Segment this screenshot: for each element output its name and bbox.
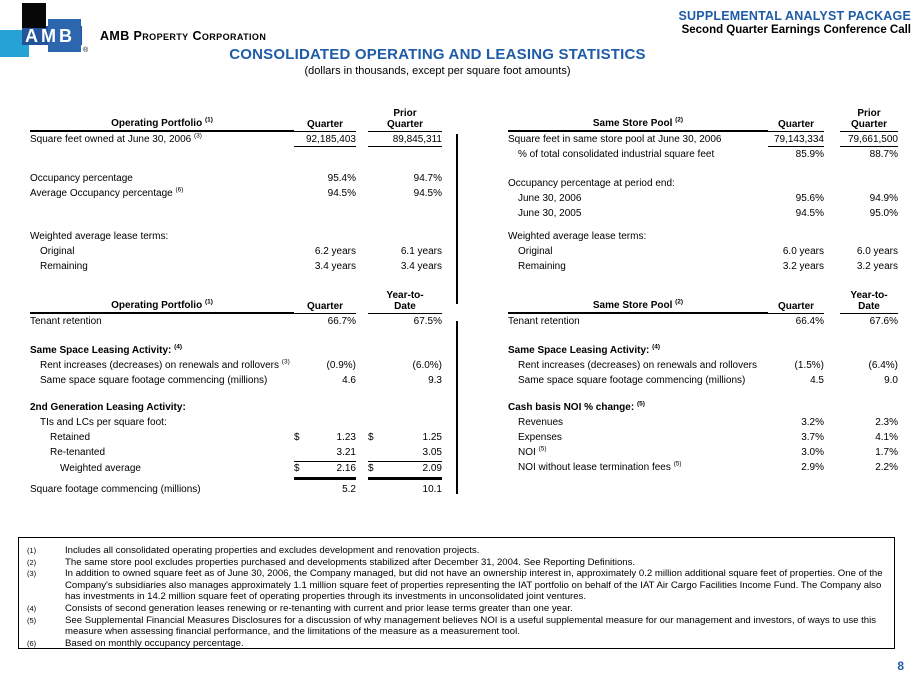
- footnote-text: The same store pool excludes properties purchased and developments stabilized after December 31, 2004. See Reporting Definitions.: [65, 556, 636, 568]
- value-number: 95.4%: [327, 173, 356, 184]
- same-store-pool-table: [508, 108, 898, 475]
- footnote-reference: (1): [204, 116, 213, 124]
- table-title-cell: Operating Portfolio $^{(1)}$: [30, 300, 294, 314]
- second-period-value: [840, 416, 898, 429]
- table-row: [508, 446, 898, 460]
- operating-portfolio-section-2: [30, 290, 442, 497]
- second-period-value: [840, 192, 898, 205]
- value-number: 67.6%: [869, 316, 898, 327]
- quarter-value: [294, 260, 356, 273]
- header-right: [679, 9, 911, 36]
- value-number: 3.2 years: [782, 261, 824, 272]
- second-period-value: [368, 187, 442, 200]
- table-row: [30, 187, 442, 201]
- table-row: [508, 260, 898, 274]
- footnote-number: (5): [27, 615, 37, 625]
- footnote-text: See Supplemental Financial Measures Disclosures for a discussion of why management believes NOI is a useful supplemental measure for our management and investors, of ways to use this measure when assessing financial performance, and the limitations of the measure as a measurement tool.: [65, 614, 877, 638]
- dollar-sign: $: [294, 463, 300, 474]
- quarter-value: [294, 359, 356, 372]
- quarter-value: [768, 446, 824, 459]
- row-label: Re-tenanted: [50, 447, 106, 458]
- value-number: 88.7%: [869, 149, 898, 160]
- value-number: 4.1%: [875, 432, 898, 443]
- table-row: [508, 461, 898, 475]
- footnote-text: Based on monthly occupancy percentage.: [65, 637, 244, 649]
- second-column-header-bottom: Date: [394, 301, 416, 312]
- company-name: AMB Property Corporation: [100, 29, 267, 43]
- table-row: [508, 245, 898, 259]
- table-row: [30, 344, 442, 358]
- quarter-value: [768, 431, 824, 444]
- table-row: [508, 133, 898, 147]
- quarter-column-header-text: Quarter: [777, 119, 815, 130]
- dollar-sign: $: [368, 463, 374, 474]
- row-label: Tenant retention: [508, 316, 580, 327]
- quarter-value: [294, 461, 356, 480]
- footnote-text: Consists of second generation leases renewing or re-tenanting with current and prior lease terms greater than one year.: [65, 602, 573, 614]
- row-label: Same Space Leasing Activity: $^{(4)}$: [508, 344, 661, 356]
- row-label: Square feet in same store pool at June 30, 2006: [508, 134, 722, 145]
- value-number: 67.5%: [413, 316, 442, 327]
- operating-portfolio-table: [30, 108, 442, 497]
- second-period-value: [840, 148, 898, 161]
- second-column-header-bottom: Quarter: [386, 119, 424, 130]
- row-label: Occupancy percentage at period end:: [508, 178, 675, 189]
- value-number: 2.3%: [875, 417, 898, 428]
- table-row: [30, 315, 442, 329]
- second-period-value: [368, 483, 442, 496]
- dollar-sign: $: [294, 432, 300, 443]
- value-number: 79,143,334: [773, 134, 824, 145]
- value-number: 9.3: [428, 375, 442, 386]
- footnote-number: (1): [27, 546, 37, 555]
- second-period-value: [368, 133, 442, 147]
- table-row: [30, 260, 442, 274]
- package-title: SUPPLEMENTAL ANALYST PACKAGE: [678, 9, 911, 23]
- quarter-value: [768, 245, 824, 258]
- footnote-reference: (3): [281, 359, 290, 366]
- footnote-row: [27, 568, 884, 603]
- value-number: 94.7%: [413, 173, 442, 184]
- quarter-value: [768, 133, 824, 147]
- quarter-value: [294, 483, 356, 496]
- table-row: [30, 172, 442, 186]
- footnote-number: (4): [27, 603, 37, 613]
- second-column-header: [840, 290, 898, 314]
- second-column-header-top: Year-to-: [850, 290, 888, 301]
- value-number: 6.1 years: [400, 246, 442, 257]
- value-number: 95.6%: [795, 193, 824, 204]
- value-number: 3.2%: [801, 417, 824, 428]
- quarter-value: [768, 461, 824, 474]
- row-label: % of total consolidated industrial square feet: [518, 149, 715, 160]
- row-label: June 30, 2005: [518, 208, 582, 219]
- page-number: 8: [897, 659, 904, 673]
- second-period-value: [368, 245, 442, 258]
- quarter-value: [768, 359, 824, 372]
- value-number: 85.9%: [795, 149, 824, 160]
- second-column-header: [840, 108, 898, 132]
- table-row: [508, 177, 898, 191]
- second-period-value: [368, 431, 442, 444]
- table-header-row: [508, 290, 898, 314]
- table-row: [508, 230, 898, 244]
- value-number: 94.5%: [795, 208, 824, 219]
- value-number: (0.9%): [326, 360, 356, 371]
- page-subtitle: (dollars in thousands, except per square foot amounts): [304, 65, 571, 77]
- table-spacer: [30, 388, 442, 400]
- table-row: [30, 401, 442, 415]
- footnote-row: [27, 603, 884, 615]
- value-number: 6.2 years: [314, 246, 356, 257]
- quarter-column-header: [768, 301, 824, 314]
- second-period-value: [840, 260, 898, 273]
- value-number: 89,845,311: [392, 134, 442, 145]
- footnote-row: [27, 638, 884, 650]
- value-number: 94.9%: [869, 193, 898, 204]
- quarter-value: [294, 431, 356, 444]
- document-title-block: [0, 46, 875, 77]
- table-row: [508, 148, 898, 162]
- registered-trademark-mark: ®: [83, 47, 89, 54]
- value-number: (1.5%): [794, 360, 824, 371]
- second-column-header-bottom: Date: [858, 301, 880, 312]
- row-label: Remaining: [518, 261, 566, 272]
- table-title-cell: Operating Portfolio $^{(1)}$: [30, 118, 294, 132]
- footnote-reference: (5): [636, 401, 645, 408]
- table-divider-bottom: [456, 321, 458, 494]
- operating-portfolio-section-1: [30, 108, 442, 274]
- row-label: Same space square footage commencing (millions): [518, 375, 746, 386]
- footnote-number: (2): [27, 557, 37, 567]
- table-row: [508, 374, 898, 388]
- row-label: Average Occupancy percentage $^{(6)}$: [30, 187, 184, 199]
- quarter-value: [294, 133, 356, 147]
- table-row: [508, 192, 898, 206]
- value-number: 3.21: [336, 447, 356, 458]
- footnote-reference: (3): [194, 133, 202, 140]
- quarter-value: [768, 260, 824, 273]
- second-period-value: [368, 315, 442, 328]
- second-column-header-top: Prior: [393, 108, 417, 119]
- row-label: Revenues: [518, 417, 564, 428]
- quarter-column-header: [768, 119, 824, 132]
- value-number: 3.0%: [801, 447, 824, 458]
- quarter-value: [768, 148, 824, 161]
- second-column-header-top: Prior: [857, 108, 881, 119]
- row-label: Same space square footage commencing (millions): [40, 375, 268, 386]
- footnote-reference: (5): [673, 461, 682, 468]
- value-number: 95.0%: [869, 208, 898, 219]
- table-row: [508, 207, 898, 221]
- table-spacer: [508, 388, 898, 400]
- table-spacer: [508, 221, 898, 229]
- second-period-value: [368, 461, 442, 480]
- second-period-value: [840, 315, 898, 328]
- same-store-pool-section-1: [508, 108, 898, 274]
- row-label: NOI without lease termination fees $^{(5)}$: [518, 461, 682, 473]
- table-row: [508, 359, 898, 373]
- value-number: 66.7%: [327, 316, 356, 327]
- row-label: Occupancy percentage: [30, 173, 133, 184]
- table-title-cell: Same Store Pool $^{(2)}$: [508, 118, 768, 132]
- second-period-value: [840, 446, 898, 459]
- row-label: Tenant retention: [30, 316, 102, 327]
- footnote-text: In addition to owned square feet as of June 30, 2006, the Company managed, but did not have an ownership interest in, approximately 0.2 million additional square feet of properties. One of the Company's subsidiaries also manages approximately 1.1 million square feet of properties representing the IAT portfolio on behalf of the IAT Air Cargo Facilities Income Fund. The Company also has investments in 14.2 million square feet of operating properties through its investments in unconsolidated joint ventures.: [65, 568, 883, 603]
- table-spacer: [30, 147, 442, 171]
- quarter-value: [294, 315, 356, 328]
- row-label: Original: [518, 246, 553, 257]
- row-label: Original: [40, 246, 75, 257]
- value-number: 92,185,403: [305, 134, 356, 145]
- row-label: Weighted average: [60, 463, 141, 474]
- table-row: [30, 133, 442, 147]
- second-period-value: [840, 207, 898, 220]
- value-number: 66.4%: [795, 316, 824, 327]
- table-spacer: [508, 162, 898, 176]
- second-period-value: [840, 359, 898, 372]
- quarter-column-header-text: Quarter: [306, 301, 344, 312]
- quarter-value: [768, 416, 824, 429]
- footnote-number: (3): [27, 569, 37, 579]
- second-column-header-top: Year-to-: [386, 290, 424, 301]
- value-number: 2.9%: [801, 462, 824, 473]
- footnote-reference: (6): [175, 187, 184, 194]
- second-period-value: [368, 446, 442, 459]
- second-period-value: [840, 461, 898, 474]
- value-number: 2.16: [336, 463, 356, 474]
- table-row: [30, 431, 442, 445]
- table-row: [508, 315, 898, 329]
- footnote-reference: (2): [675, 116, 684, 124]
- value-number: 5.2: [342, 484, 356, 495]
- value-number: 3.2 years: [856, 261, 898, 272]
- value-number: 1.25: [422, 432, 442, 443]
- row-label: TIs and LCs per square foot:: [40, 417, 167, 428]
- quarter-value: [294, 187, 356, 200]
- table-row: [30, 374, 442, 388]
- second-period-value: [368, 374, 442, 387]
- value-number: 6.0 years: [782, 246, 824, 257]
- value-number: 94.5%: [327, 188, 356, 199]
- value-number: 79,661,500: [847, 134, 898, 145]
- quarter-value: [294, 172, 356, 185]
- value-number: 3.4 years: [400, 261, 442, 272]
- table-header-row: [508, 108, 898, 132]
- value-number: 1.7%: [875, 447, 898, 458]
- value-number: 4.5: [810, 375, 824, 386]
- row-label: Same Space Leasing Activity: $^{(4)}$: [30, 344, 183, 356]
- second-period-value: [840, 245, 898, 258]
- footnote-reference: (5): [538, 446, 547, 453]
- value-number: 2.2%: [875, 462, 898, 473]
- row-label: Expenses: [518, 432, 562, 443]
- value-number: 3.05: [422, 447, 442, 458]
- value-number: 6.0 years: [856, 246, 898, 257]
- table-header-row: [30, 108, 442, 132]
- table-row: [508, 416, 898, 430]
- second-column-header: [368, 108, 442, 132]
- quarter-value: [768, 192, 824, 205]
- table-row: [30, 446, 442, 460]
- page-title: CONSOLIDATED OPERATING AND LEASING STATISTICS: [229, 46, 646, 63]
- row-label: NOI $^{(5)}$: [518, 446, 547, 458]
- table-divider-top: [456, 134, 458, 304]
- second-period-value: [840, 374, 898, 387]
- footnote-reference: (2): [675, 298, 684, 306]
- footnote-row: [27, 557, 884, 569]
- value-number: 9.0: [884, 375, 898, 386]
- quarter-value: [768, 315, 824, 328]
- value-number: 1.23: [336, 432, 356, 443]
- table-row: [508, 344, 898, 358]
- table-row: [30, 245, 442, 259]
- second-period-value: [840, 431, 898, 444]
- quarter-column-header: [294, 301, 356, 314]
- row-label: Retained: [50, 432, 91, 443]
- footnotes-box: [18, 537, 895, 649]
- row-label: Weighted average lease terms:: [508, 231, 647, 242]
- quarter-column-header: [294, 119, 356, 132]
- table-spacer: [30, 329, 442, 343]
- logo-black-square: [22, 3, 46, 28]
- table-row: [30, 416, 442, 430]
- table-spacer: [508, 329, 898, 343]
- value-number: (6.0%): [412, 360, 442, 371]
- table-row: [30, 359, 442, 373]
- row-label: Square feet owned at June 30, 2006 $^{(3)}$: [30, 133, 202, 145]
- table-row: [30, 461, 442, 475]
- quarter-value: [768, 207, 824, 220]
- footnote-text: Includes all consolidated operating properties and excludes development and renovation projects.: [65, 545, 480, 556]
- table-header-row: [30, 290, 442, 314]
- second-period-value: [840, 133, 898, 147]
- row-label: Weighted average lease terms:: [30, 231, 169, 242]
- row-label: Rent increases (decreases) on renewals and rollovers: [518, 360, 758, 371]
- value-number: 10.1: [422, 484, 442, 495]
- footnote-row: [27, 545, 884, 557]
- table-row: [30, 230, 442, 244]
- footnote-reference: (1): [204, 298, 213, 306]
- footnote-reference: (4): [652, 344, 661, 351]
- value-number: 94.5%: [413, 188, 442, 199]
- row-label: Remaining: [40, 261, 88, 272]
- row-label: Cash basis NOI % change: $^{(5)}$: [508, 401, 645, 413]
- second-column-header: [368, 290, 442, 314]
- second-column-header-bottom: Quarter: [850, 119, 888, 130]
- row-label: Rent increases (decreases) on renewals and rollovers $^{(3)}$: [40, 359, 290, 371]
- value-number: (6.4%): [868, 360, 898, 371]
- value-number: 3.4 years: [314, 261, 356, 272]
- quarter-value: [294, 374, 356, 387]
- quarter-value: [294, 446, 356, 459]
- package-subtitle: Second Quarter Earnings Conference Call: [681, 24, 911, 36]
- table-row: [508, 401, 898, 415]
- row-label: June 30, 2006: [518, 193, 582, 204]
- quarter-column-header-text: Quarter: [306, 119, 344, 130]
- value-number: 4.6: [342, 375, 356, 386]
- value-number: 2.09: [422, 463, 442, 474]
- row-label: Square footage commencing (millions): [30, 484, 201, 495]
- logo-text: AMB: [25, 26, 75, 46]
- quarter-column-header-text: Quarter: [777, 301, 815, 312]
- quarter-value: [768, 374, 824, 387]
- second-period-value: [368, 172, 442, 185]
- second-period-value: [368, 359, 442, 372]
- table-row: [508, 431, 898, 445]
- table-title-cell: Same Store Pool $^{(2)}$: [508, 300, 768, 314]
- value-number: 3.7%: [801, 432, 824, 443]
- quarter-value: [294, 245, 356, 258]
- footnote-number: (6): [27, 638, 37, 648]
- row-label: 2nd Generation Leasing Activity:: [30, 402, 186, 413]
- footnote-row: [27, 615, 884, 638]
- dollar-sign: $: [368, 432, 374, 443]
- footnote-reference: (4): [174, 344, 183, 351]
- table-row: [30, 483, 442, 497]
- table-spacer: [30, 201, 442, 229]
- same-store-pool-section-2: [508, 290, 898, 475]
- second-period-value: [368, 260, 442, 273]
